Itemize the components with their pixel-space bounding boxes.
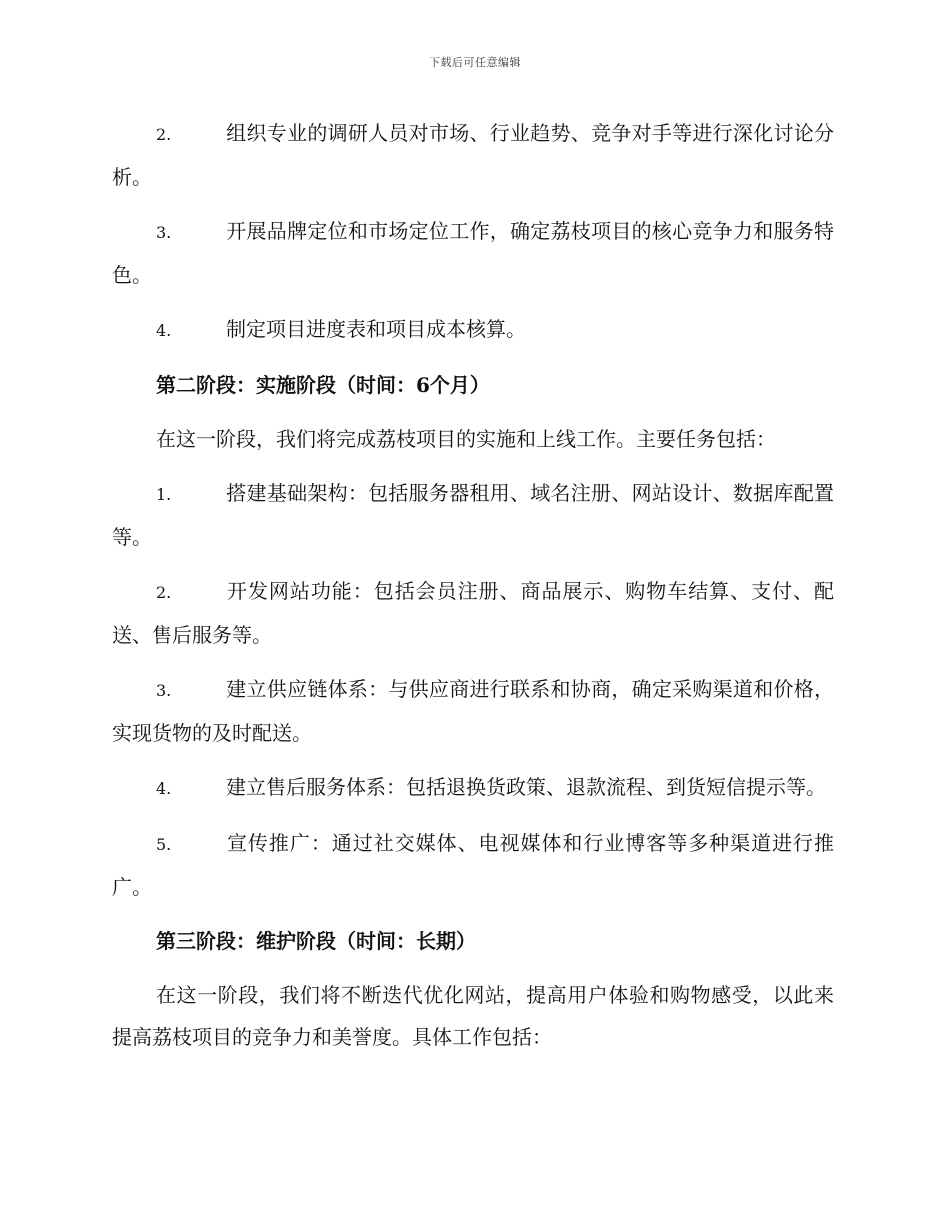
list-item-text: 开发网站功能：包括会员注册、商品展示、购物车结算、支付、配送、售后服务等。 — [112, 579, 834, 647]
list-item-number: 3. — [156, 681, 172, 700]
list-item — [112, 472, 834, 558]
list-item — [112, 822, 834, 908]
list-item — [112, 210, 834, 296]
list-item-number: 1. — [156, 485, 172, 504]
list-item — [112, 668, 834, 754]
list-item-text: 建立供应链体系：与供应商进行联系和协商，确定采购渠道和价格，实现货物的及时配送。 — [112, 677, 834, 745]
list-item-text: 搭建基础架构：包括服务器租用、域名注册、网站设计、数据库配置等。 — [112, 481, 834, 549]
page-header: 下载后可任意编辑 — [429, 56, 521, 69]
body-paragraph: 在这一阶段，我们将完成荔枝项目的实施和上线工作。主要任务包括： — [156, 427, 776, 451]
list-item-text: 宣传推广：通过社交媒体、电视媒体和行业博客等多种渠道进行推广。 — [112, 831, 834, 899]
list-item-text: 制定项目进度表和项目成本核算。 — [226, 317, 526, 341]
list-item-number: 4. — [156, 779, 172, 798]
list-item-number: 2. — [156, 583, 172, 602]
list-item — [112, 570, 834, 656]
body-paragraph: 在这一阶段，我们将不断迭代优化网站，提高用户体验和购物感受，以此来提高荔枝项目的竞争力和美誉度。具体工作包括： — [112, 983, 834, 1049]
list-item — [112, 112, 834, 198]
list-item — [112, 308, 834, 352]
list-item-number: 3. — [156, 223, 172, 242]
list-item-text: 建立售后服务体系：包括退换货政策、退款流程、到货短信提示等。 — [226, 775, 826, 799]
list-item-number: 4. — [156, 321, 172, 340]
document-body — [112, 112, 834, 1070]
list-item-number: 2. — [156, 125, 172, 144]
section-heading: 第二阶段：实施阶段（时间：6个月） — [156, 373, 490, 397]
list-item-number: 5. — [156, 835, 172, 854]
list-item-text: 组织专业的调研人员对市场、行业趋势、竞争对手等进行深化讨论分析。 — [112, 121, 834, 189]
list-item — [112, 766, 834, 810]
section-heading: 第三阶段：维护阶段（时间：长期） — [156, 929, 476, 953]
list-item-text: 开展品牌定位和市场定位工作，确定荔枝项目的核心竞争力和服务特色。 — [112, 219, 834, 287]
